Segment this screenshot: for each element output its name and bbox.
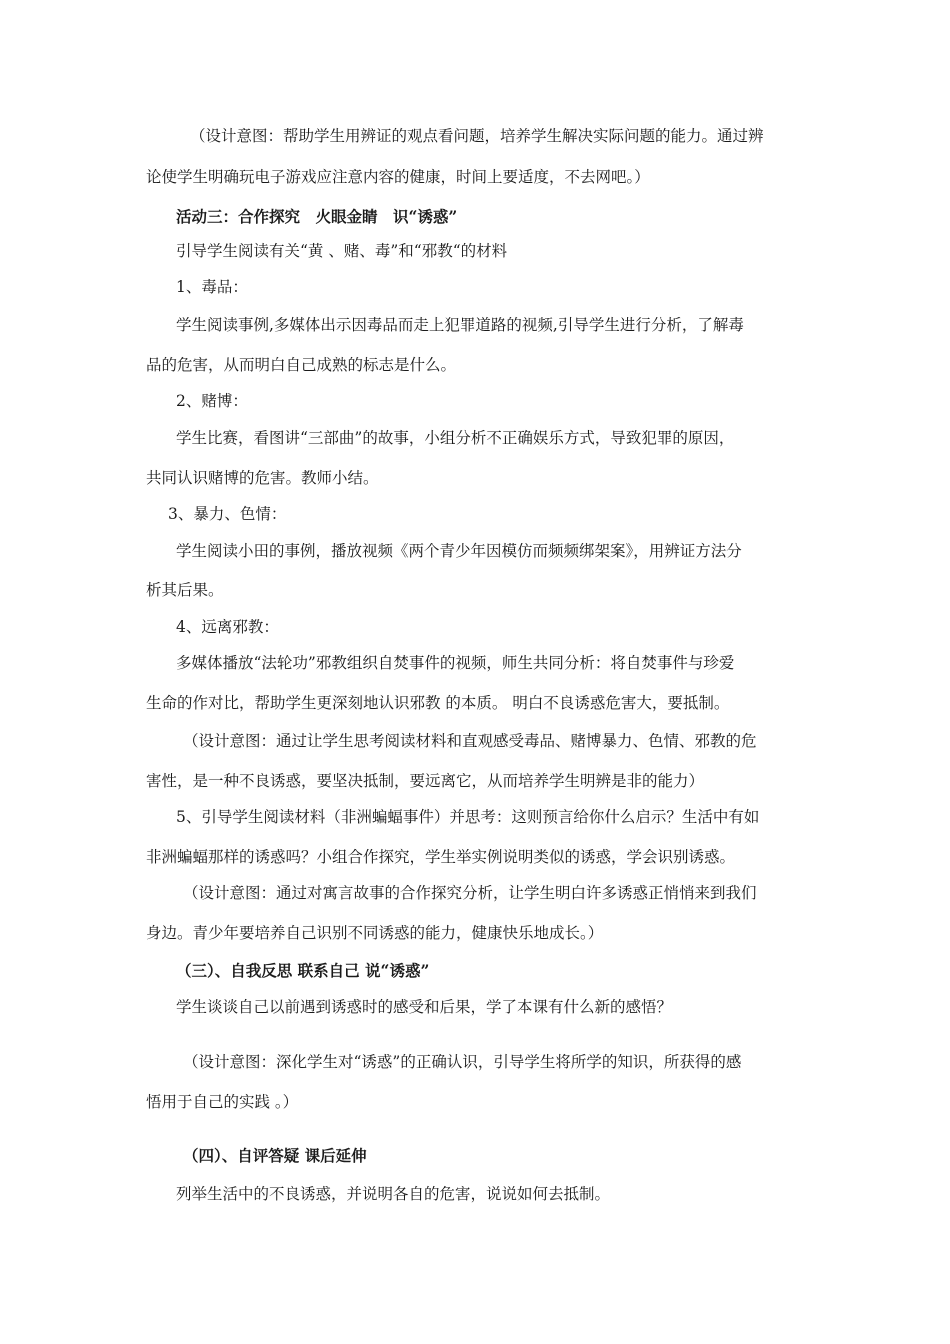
item-3-line-2: 析其后果。	[146, 581, 224, 599]
design-intent-1-line-2: 论使学生明确玩电子游戏应注意内容的健康，时间上要适度，不去网吧。）	[146, 168, 650, 186]
item-2-line-2: 共同认识赌博的危害。教师小结。	[146, 469, 379, 487]
design-intent-4-line-1: （设计意图：深化学生对“诱惑”的正确认识，引导学生将所学的知识，所获得的感	[183, 1053, 742, 1071]
item-4-heading: 4、远离邪教：	[176, 618, 279, 636]
item-1-line-1: 学生阅读事例,多媒体出示因毒品而走上犯罪道路的视频,引导学生进行分析，了解毒	[176, 316, 744, 334]
item-1-line-2: 品的危害，从而明白自己成熟的标志是什么。	[146, 356, 457, 374]
item-4-line-1: 多媒体播放“法轮功”邪教组织自焚事件的视频，师生共同分析：将自焚事件与珍爱	[176, 654, 735, 672]
item-4-line-2: 生命的作对比，帮助学生更深刻地认识邪教 的本质。 明白不良诱惑危害大，要抵制。	[146, 694, 730, 712]
section-3-heading: （三）、自我反思 联系自己 说“诱惑”	[176, 961, 430, 980]
design-intent-2-line-1: （设计意图：通过让学生思考阅读材料和直观感受毒品、赌博暴力、色情、邪教的危	[183, 732, 757, 750]
section-4-body: 列举生活中的不良诱惑，并说明各自的危害，说说如何去抵制。	[176, 1185, 611, 1203]
design-intent-2-line-2: 害性，是一种不良诱惑，要坚决抵制，要远离它，从而培养学生明辨是非的能力）	[146, 772, 705, 790]
section-3-body: 学生谈谈自己以前遇到诱惑时的感受和后果，学了本课有什么新的感悟？	[176, 998, 673, 1016]
item-5-line-2: 非洲蝙蝠那样的诱惑吗？小组合作探究，学生举实例说明类似的诱惑，学会识别诱惑。	[146, 848, 736, 866]
item-1-heading: 1、毒品：	[176, 278, 248, 296]
item-3-heading: 3、暴力、色情：	[168, 505, 287, 523]
section-4-heading: （四）、自评答疑 课后延伸	[183, 1146, 367, 1165]
item-2-heading: 2、赌博：	[176, 392, 248, 410]
design-intent-1-line-1: （设计意图：帮助学生用辨证的观点看问题，培养学生解决实际问题的能力。通过辨	[190, 127, 764, 145]
item-2-line-1: 学生比赛，看图讲“三部曲”的故事，小组分析不正确娱乐方式，导致犯罪的原因，	[176, 429, 735, 447]
item-3-line-1: 学生阅读小田的事例，播放视频《两个青少年因模仿而频频绑架案》，用辨证方法分	[176, 542, 742, 560]
design-intent-3-line-2: 身边。青少年要培养自己识别不同诱惑的能力，健康快乐地成长。）	[146, 924, 604, 942]
activity-3-intro: 引导学生阅读有关“黄 、赌、毒”和“邪教“的材料	[176, 242, 508, 260]
activity-3-heading: 活动三：合作探究 火眼金睛 识“诱惑”	[176, 207, 458, 226]
design-intent-4-line-2: 悟用于自己的实践 。）	[146, 1093, 299, 1111]
item-5-line-1: 5、引导学生阅读材料（非洲蝙蝠事件）并思考：这则预言给你什么启示？生活中有如	[176, 808, 760, 826]
design-intent-3-line-1: （设计意图：通过对寓言故事的合作探究分析，让学生明白许多诱惑正悄悄来到我们	[183, 884, 757, 902]
